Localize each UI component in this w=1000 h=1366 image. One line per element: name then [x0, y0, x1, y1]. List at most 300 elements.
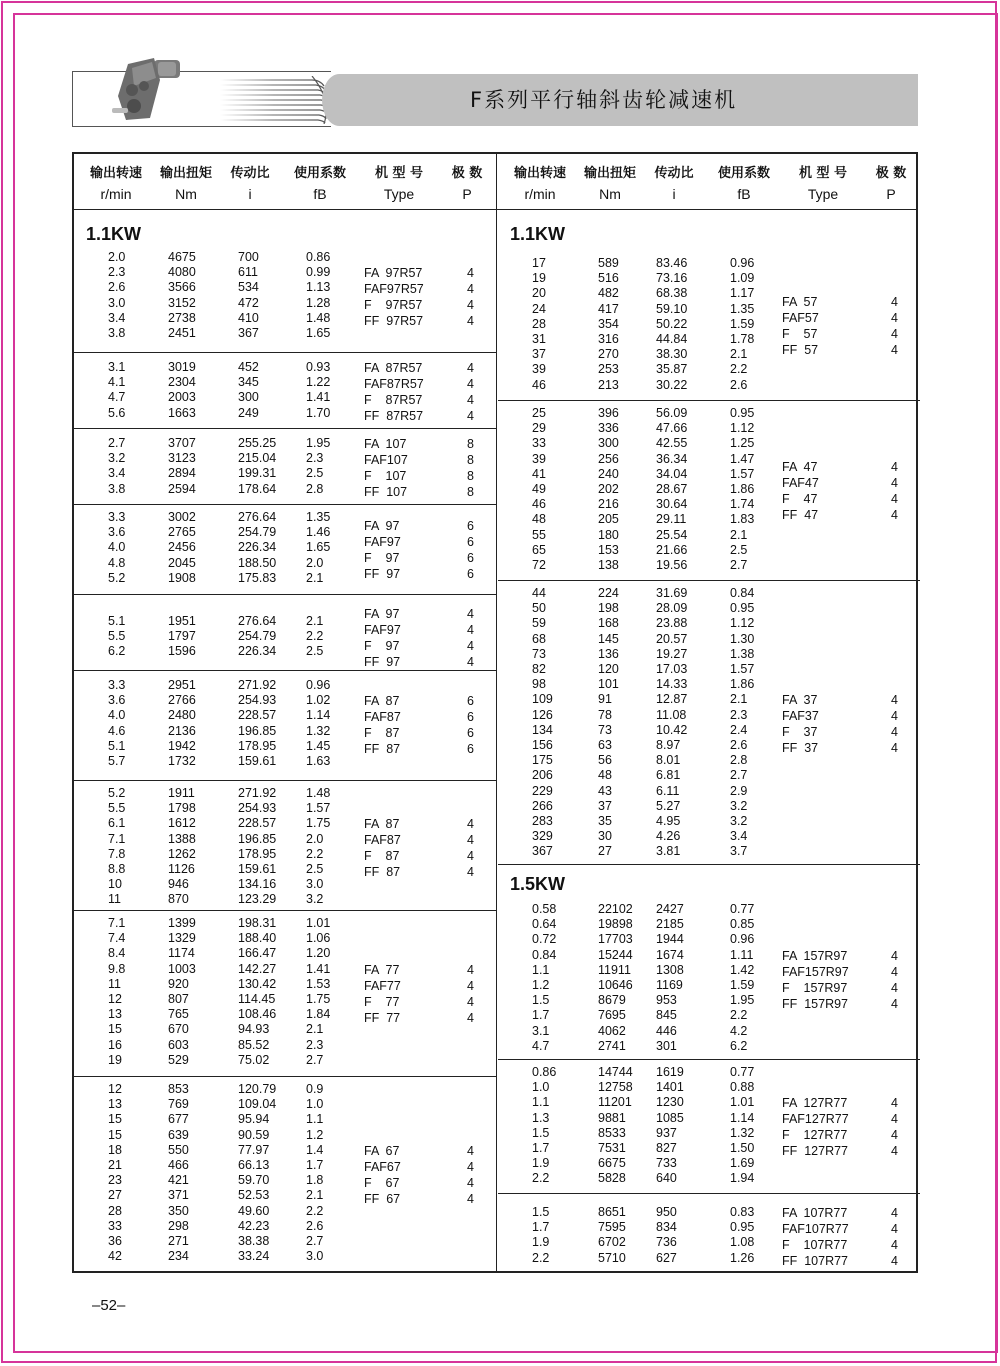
table-row: [498, 558, 920, 573]
factor-cell: 0.95: [730, 601, 755, 616]
pole-count-cell: 4: [467, 314, 474, 329]
speed-cell: 4.7: [532, 1038, 550, 1053]
factor-cell: 1.75: [306, 816, 331, 831]
ratio-cell: 254.79: [238, 629, 277, 644]
ratio-cell: 178.95: [238, 846, 277, 861]
speed-cell: 7.1: [108, 831, 126, 846]
table-row: [498, 317, 920, 332]
factor-cell: 1.01: [306, 916, 331, 930]
model-type-cell: FA 107R77: [782, 1206, 848, 1220]
table-row: [74, 1082, 496, 1097]
table-row: [74, 892, 496, 907]
speed-cell: 72: [532, 558, 546, 572]
ratio-cell: 52.53: [238, 1188, 270, 1203]
table-block: [74, 210, 496, 352]
torque-cell: 1126: [168, 862, 195, 876]
torque-cell: 1732: [168, 754, 196, 768]
table-row: [74, 525, 496, 540]
factor-cell: 1.22: [306, 375, 331, 390]
table-row: [74, 390, 496, 405]
model-type-cell: FF 47: [782, 508, 819, 523]
table-row: [498, 467, 920, 482]
model-type-cell: FAF77: [364, 978, 401, 993]
factor-cell: 1.57: [730, 466, 755, 481]
torque-cell: 19898: [598, 917, 633, 932]
ratio-cell: 611: [238, 265, 258, 280]
speed-cell: 3.1: [108, 360, 126, 374]
pole-count-cell: 4: [891, 295, 898, 309]
model-type-cell: FF 107R77: [782, 1254, 849, 1268]
speed-cell: 18: [108, 1142, 122, 1157]
speed-cell: 126: [532, 707, 553, 722]
factor-cell: 2.1: [730, 347, 748, 362]
model-type-cell: FF 87: [364, 742, 401, 757]
ratio-cell: 38.30: [656, 347, 688, 362]
col-unit-poles: P: [462, 186, 472, 202]
factor-cell: 1.86: [730, 482, 755, 496]
torque-cell: 354: [598, 316, 619, 331]
table-row: [498, 1080, 920, 1095]
speed-cell: 0.86: [532, 1065, 557, 1079]
model-type-cell: FAF57: [782, 311, 819, 325]
factor-cell: 0.83: [730, 1205, 755, 1219]
table-row: [498, 1171, 920, 1186]
torque-cell: 1911: [168, 786, 195, 800]
table-row: [498, 948, 920, 963]
table-row: [498, 1024, 920, 1039]
torque-cell: 1388: [168, 831, 196, 846]
speed-cell: 206: [532, 768, 553, 783]
ratio-cell: 1230: [656, 1095, 684, 1110]
table-block: [74, 1076, 496, 1276]
pole-count-cell: 4: [467, 1159, 474, 1174]
speed-cell: 3.3: [108, 678, 126, 692]
table-row: [498, 452, 920, 467]
pole-count-cell: 4: [891, 948, 898, 963]
right-header: [498, 154, 920, 209]
ratio-cell: 31.69: [656, 586, 688, 600]
table-row: [74, 962, 496, 977]
torque-cell: 15244: [598, 947, 633, 962]
speed-cell: 15: [108, 1022, 122, 1037]
ratio-cell: 834: [656, 1220, 677, 1235]
col-header-speed: 输出转速: [513, 166, 566, 181]
table-row: [74, 482, 496, 497]
speed-cell: 41: [532, 466, 546, 481]
speed-cell: 46: [532, 377, 546, 392]
ratio-cell: 4.26: [656, 829, 681, 844]
torque-cell: 3019: [168, 360, 196, 374]
col-unit-speed: r/min: [100, 186, 132, 202]
model-type-cell: FAF87R57: [364, 377, 424, 391]
col-unit-factor: fB: [313, 186, 327, 202]
torque-cell: 9881: [598, 1110, 626, 1125]
torque-cell: 589: [598, 256, 619, 270]
block-divider: [498, 1193, 920, 1194]
factor-cell: 3.7: [730, 844, 748, 859]
table-row: [74, 678, 496, 693]
torque-cell: 1663: [168, 405, 196, 420]
model-type-cell: F 107R77: [782, 1238, 848, 1252]
table-row: [498, 421, 920, 436]
factor-cell: 1.30: [730, 631, 755, 646]
pole-count-cell: 6: [467, 534, 474, 549]
ratio-cell: 452: [238, 360, 259, 374]
torque-cell: 7595: [598, 1220, 626, 1235]
table-row: [498, 1126, 920, 1141]
model-type-cell: FA 47: [782, 460, 818, 475]
data-table: [72, 152, 918, 1273]
factor-cell: 1.69: [730, 1156, 755, 1171]
ratio-cell: 166.47: [238, 946, 277, 961]
ratio-cell: 25.54: [656, 527, 688, 542]
ratio-cell: 29.11: [656, 512, 687, 527]
factor-cell: 2.6: [306, 1218, 324, 1233]
factor-cell: 1.48: [306, 786, 331, 800]
table-row: [74, 280, 496, 295]
ratio-cell: 36.34: [656, 451, 688, 466]
factor-cell: 2.1: [730, 692, 748, 707]
speed-cell: 7.4: [108, 931, 126, 946]
speed-cell: 1.7: [532, 1008, 550, 1023]
pole-count-cell: 4: [891, 709, 898, 724]
table-row: [74, 992, 496, 1007]
ratio-cell: 736: [656, 1235, 677, 1250]
factor-cell: 0.85: [730, 917, 755, 932]
block-divider: [498, 864, 920, 865]
ratio-cell: 640: [656, 1171, 677, 1186]
table-row: [74, 296, 496, 311]
table-row: [74, 1158, 496, 1173]
ratio-cell: 410: [238, 310, 259, 325]
torque-cell: 78: [598, 707, 612, 722]
block-divider: [74, 504, 496, 505]
table-row: [498, 829, 920, 844]
factor-cell: 3.4: [730, 829, 748, 844]
pole-count-cell: 4: [467, 377, 474, 391]
ratio-cell: 199.31: [238, 466, 277, 481]
ratio-cell: 300: [238, 390, 259, 405]
speed-cell: 37: [532, 347, 546, 362]
speed-cell: 5.5: [108, 801, 126, 816]
ratio-cell: 94.93: [238, 1022, 270, 1037]
speed-cell: 175: [532, 753, 553, 768]
model-type-cell: F 157R97: [782, 980, 848, 995]
factor-cell: 1.57: [306, 801, 331, 816]
torque-cell: 205: [598, 512, 619, 527]
ratio-cell: 827: [656, 1141, 677, 1155]
block-divider: [74, 910, 496, 911]
pole-count-cell: 4: [467, 817, 474, 832]
ratio-cell: 85.52: [238, 1037, 270, 1052]
torque-cell: 2765: [168, 525, 196, 540]
pole-count-cell: 4: [467, 607, 474, 622]
factor-cell: 0.9: [306, 1082, 324, 1096]
table-block: [74, 780, 496, 910]
table-row: [74, 629, 496, 644]
speed-cell: 5.1: [108, 614, 126, 628]
model-type-cell: FAF127R77: [782, 1112, 849, 1127]
col-header-speed: 输出转速: [89, 166, 142, 181]
model-type-cell: FA 77: [364, 962, 400, 977]
pole-count-cell: 4: [467, 1191, 474, 1206]
speed-cell: 55: [532, 527, 546, 542]
block-divider: [498, 400, 920, 401]
col-unit-torque: Nm: [175, 186, 197, 202]
ratio-cell: 90.59: [238, 1127, 270, 1142]
speed-cell: 48: [532, 512, 546, 527]
ratio-cell: 196.85: [238, 831, 277, 846]
table-row: [498, 1095, 920, 1110]
ratio-cell: 627: [656, 1250, 677, 1265]
model-type-cell: FA 87: [364, 694, 400, 709]
torque-cell: 35: [598, 814, 612, 828]
pole-count-cell: 4: [891, 1222, 898, 1236]
table-row: [74, 1097, 496, 1112]
col-header-poles: 极 数: [875, 166, 907, 181]
page-number: –52–: [92, 1297, 126, 1314]
factor-cell: 2.5: [306, 644, 324, 659]
pole-count-cell: 4: [467, 361, 474, 375]
pole-count-cell: 4: [467, 994, 474, 1009]
pole-count-cell: 4: [467, 1143, 474, 1158]
speed-cell: 5.2: [108, 786, 126, 800]
speed-cell: 13: [108, 1007, 122, 1022]
ratio-cell: 534: [238, 280, 259, 295]
table-row: [498, 692, 920, 707]
table-row: [74, 644, 496, 659]
speed-cell: 0.84: [532, 947, 557, 962]
speed-cell: 4.6: [108, 723, 126, 738]
model-type-cell: F 77: [364, 994, 400, 1009]
ratio-cell: 73.16: [656, 271, 688, 286]
pole-count-cell: 8: [467, 437, 474, 451]
pole-count-cell: 6: [467, 694, 474, 709]
speed-cell: 329: [532, 829, 553, 844]
ratio-cell: 1401: [656, 1080, 684, 1095]
ratio-cell: 367: [238, 326, 259, 340]
ratio-cell: 120.79: [238, 1082, 277, 1096]
torque-cell: 213: [598, 377, 619, 392]
table-row: [74, 311, 496, 326]
torque-cell: 2003: [168, 390, 196, 405]
factor-cell: 1.46: [306, 525, 331, 540]
table-row: [74, 1038, 496, 1053]
torque-cell: 1596: [168, 644, 196, 659]
table-row: [74, 451, 496, 466]
speed-cell: 0.72: [532, 932, 557, 947]
ratio-cell: 196.85: [238, 723, 277, 738]
torque-cell: 120: [598, 662, 619, 676]
speed-cell: 11: [108, 892, 121, 907]
table-row: [498, 332, 920, 347]
speed-cell: 3.1: [532, 1023, 550, 1038]
table-row: [74, 406, 496, 421]
torque-cell: 2456: [168, 540, 196, 555]
speed-cell: 17: [532, 256, 546, 270]
torque-cell: 216: [598, 497, 619, 512]
table-row: [498, 482, 920, 497]
speed-cell: 229: [532, 783, 553, 798]
factor-cell: 1.26: [730, 1250, 755, 1265]
torque-cell: 138: [598, 558, 619, 572]
model-type-cell: FA 97R57: [364, 266, 423, 281]
torque-cell: 224: [598, 586, 619, 600]
factor-cell: 1.02: [306, 693, 331, 708]
ratio-cell: 188.40: [238, 931, 277, 946]
speed-cell: 5.1: [108, 738, 126, 753]
speed-cell: 4.0: [108, 540, 126, 555]
torque-cell: 56: [598, 753, 612, 768]
speed-cell: 50: [532, 601, 546, 616]
ratio-cell: 30.64: [656, 497, 688, 512]
ratio-cell: 188.50: [238, 555, 277, 570]
factor-cell: 1.8: [306, 1173, 324, 1188]
speed-cell: 82: [532, 662, 546, 676]
speed-cell: 1.3: [532, 1110, 550, 1125]
pole-count-cell: 4: [891, 1128, 898, 1143]
table-row: [74, 571, 496, 586]
pole-count-cell: 8: [467, 485, 474, 499]
speed-cell: 2.6: [108, 280, 126, 295]
ratio-cell: 271.92: [238, 678, 277, 692]
model-type-cell: FAF157R97: [782, 964, 849, 979]
pole-count-cell: 4: [891, 327, 898, 341]
factor-cell: 1.01: [730, 1095, 755, 1110]
torque-cell: 180: [598, 527, 619, 542]
table-row: [74, 708, 496, 723]
torque-cell: 101: [598, 677, 619, 692]
table-row: [74, 739, 496, 754]
model-type-cell: FA 37: [782, 693, 818, 708]
speed-cell: 28: [532, 316, 546, 331]
table-row: [74, 250, 496, 265]
speed-cell: 25: [532, 406, 546, 420]
pole-count-cell: 4: [467, 282, 474, 297]
factor-cell: 2.8: [306, 481, 324, 496]
factor-cell: 1.86: [730, 677, 755, 692]
model-type-cell: FAF87: [364, 710, 401, 725]
torque-cell: 1174: [168, 946, 195, 961]
ratio-cell: 35.87: [656, 362, 688, 377]
ratio-cell: 1619: [656, 1065, 684, 1079]
torque-cell: 870: [168, 892, 189, 907]
factor-cell: 0.95: [730, 406, 755, 420]
ratio-cell: 254.93: [238, 693, 277, 708]
pole-count-cell: 4: [891, 1096, 898, 1111]
model-type-cell: FF 157R97: [782, 996, 849, 1011]
factor-cell: 2.0: [306, 555, 324, 570]
speed-cell: 2.2: [532, 1171, 550, 1186]
torque-cell: 3152: [168, 295, 196, 310]
table-row: [74, 265, 496, 280]
pole-count-cell: 4: [467, 1175, 474, 1190]
table-row: [74, 786, 496, 801]
torque-cell: 8651: [598, 1205, 626, 1219]
page-title: F系列平行轴斜齿轮减速机: [470, 88, 738, 112]
col-header-ratio: 传动比: [230, 166, 270, 181]
table-row: [74, 801, 496, 816]
pole-count-cell: 6: [467, 550, 474, 565]
pole-count-cell: 4: [891, 1112, 898, 1127]
pole-count-cell: 6: [467, 710, 474, 725]
table-block: [498, 210, 920, 400]
speed-cell: 109: [532, 692, 553, 707]
torque-cell: 11911: [598, 962, 631, 977]
torque-cell: 550: [168, 1142, 189, 1157]
model-type-cell: F 57: [782, 327, 818, 341]
table-row: [498, 616, 920, 631]
ratio-cell: 446: [656, 1023, 677, 1038]
ratio-cell: 28.67: [656, 482, 688, 496]
ratio-cell: 1085: [656, 1110, 684, 1125]
col-header-ratio: 传动比: [654, 166, 694, 181]
ratio-cell: 215.04: [238, 451, 277, 466]
torque-cell: 1942: [168, 738, 196, 753]
table-row: [74, 326, 496, 341]
ratio-cell: 19.27: [656, 646, 688, 661]
table-row: [74, 1204, 496, 1219]
ratio-cell: 23.88: [656, 616, 688, 631]
speed-cell: 6.2: [108, 644, 126, 659]
speed-cell: 9.8: [108, 961, 126, 976]
torque-cell: 2738: [168, 310, 196, 325]
model-type-cell: F 37: [782, 725, 818, 740]
ratio-cell: 276.64: [238, 614, 277, 628]
pole-count-cell: 6: [467, 726, 474, 741]
pole-count-cell: 4: [891, 693, 898, 708]
factor-cell: 1.20: [306, 946, 331, 961]
factor-cell: 1.32: [306, 723, 331, 738]
col-unit-type: Type: [807, 186, 839, 202]
factor-cell: 1.28: [306, 295, 331, 310]
ratio-cell: 733: [656, 1156, 677, 1171]
ratio-cell: 228.57: [238, 708, 277, 723]
factor-cell: 2.7: [306, 1052, 324, 1067]
ratio-cell: 1674: [656, 947, 684, 962]
speed-cell: 3.3: [108, 510, 126, 524]
factor-cell: 1.41: [306, 961, 331, 976]
torque-cell: 639: [168, 1127, 189, 1142]
ratio-cell: 159.61: [238, 862, 277, 876]
model-type-cell: FF 57: [782, 343, 819, 357]
ratio-cell: 10.42: [656, 722, 688, 737]
torque-cell: 27: [598, 844, 612, 859]
torque-cell: 5710: [598, 1250, 626, 1265]
ratio-cell: 50.22: [656, 316, 688, 331]
table-row: [74, 1219, 496, 1234]
torque-cell: 920: [168, 976, 189, 991]
torque-cell: 6702: [598, 1235, 626, 1250]
torque-cell: 677: [168, 1112, 189, 1127]
torque-cell: 202: [598, 482, 619, 496]
col-unit-poles: P: [886, 186, 896, 202]
pole-count-cell: 4: [891, 343, 898, 357]
table-block: [74, 504, 496, 594]
table-row: [74, 816, 496, 831]
speed-cell: 1.0: [532, 1080, 550, 1095]
table-block: [498, 1193, 920, 1273]
pole-count-cell: 4: [891, 725, 898, 740]
ratio-cell: 226.34: [238, 644, 277, 659]
col-unit-speed: r/min: [524, 186, 556, 202]
factor-cell: 0.96: [730, 256, 755, 270]
speed-cell: 13: [108, 1097, 122, 1112]
torque-cell: 466: [168, 1158, 189, 1172]
table-row: [74, 1143, 496, 1158]
col-header-factor: 使用系数: [293, 166, 346, 181]
factor-cell: 1.13: [306, 280, 331, 295]
